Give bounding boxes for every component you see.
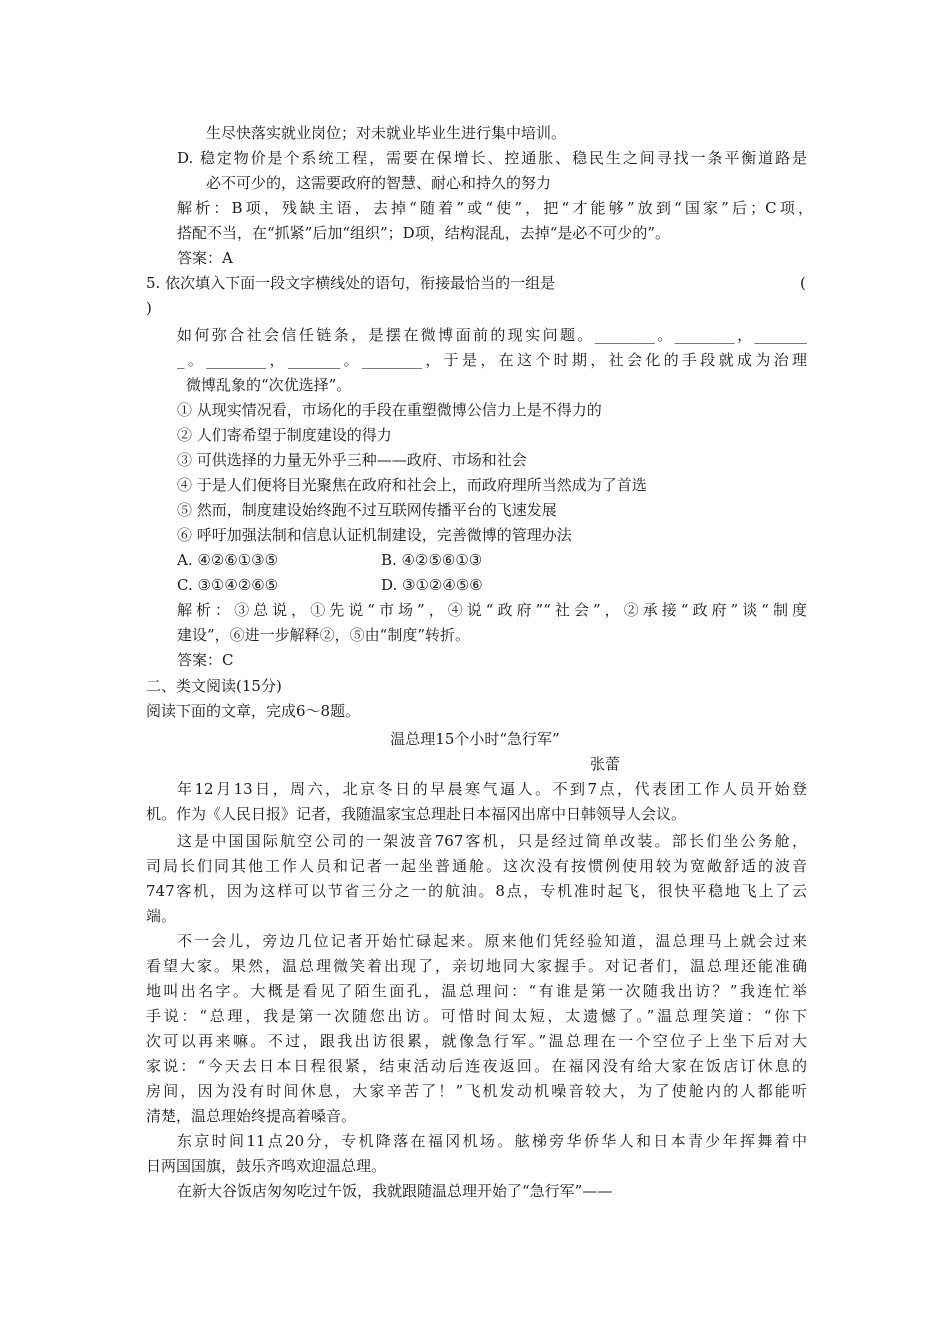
q5-passage-line2: _。________，_______。________，于是，在这个时期，社会化的手段就成为治理 (177, 351, 807, 369)
q5-choice-b: B. ④②⑤⑥①③ (381, 551, 483, 569)
q4-analysis: 解析：B项，残缺主语，去掉“随着”或“使”，把“才能够”放到“国家”后；C项， (177, 199, 813, 217)
article-paragraph-2-line3: 747客机，因为这样可以节省三分之一的航油。8点，专机准时起飞，很快平稳地飞上了云 (146, 882, 807, 900)
q5-analysis: 解析：③总说，①先说“市场”，④说“政府”“社会”，②承接“政府”谈“制度 (177, 601, 807, 619)
q5-choice-d: D. ③①②④⑤⑥ (381, 576, 483, 594)
q4-analysis-continuation: 搭配不当，在“抓紧”后加“组织”；D项，结构混乱，去掉“是必不可少的”。 (177, 224, 671, 242)
article-paragraph-1-line2: 机。作为《人民日报》记者，我随温家宝总理赴日本福冈出席中日韩领导人会议。 (146, 805, 687, 823)
article-paragraph-1: 年12月13日，周六，北京冬日的早晨寒气逼人。不到7点，代表团工作人员开始登 (177, 780, 807, 798)
q4-option-d-continuation: 必不可少的，这需要政府的智慧、耐心和持久的努力 (206, 174, 552, 192)
q5-sentence-3: ③ 可供选择的力量无外乎三种——政府、市场和社会 (177, 451, 527, 469)
article-paragraph-4-line2: 日两国国旗，鼓乐齐鸣欢迎温总理。 (146, 1157, 387, 1175)
section-heading: 二、类文阅读(15分) (146, 677, 282, 695)
article-paragraph-3-line5: 次可以再来嘛。不过，跟我出访很累，就像急行军。”温总理在一个空位子上坐下后对大 (146, 1032, 807, 1050)
q4-option-c-continuation: 生尽快落实就业岗位；对未就业毕业生进行集中培训。 (206, 124, 567, 142)
article-paragraph-4: 东京时间11点20分，专机降落在福冈机场。舷梯旁华侨华人和日本青少年挥舞着中 (177, 1132, 807, 1150)
article-paragraph-2-line2: 司局长们同其他工作人员和记者一起坐普通舱。这次没有按惯例使用较为宽敞舒适的波音 (146, 857, 807, 875)
q5-analysis-continuation: 建设”，⑥进一步解释②，⑤由“制度”转折。 (177, 626, 471, 644)
q5-sentence-2: ② 人们寄希望于制度建设的得力 (177, 426, 392, 444)
q4-option-d: D. 稳定物价是个系统工程，需要在保增长、控通胀、稳民生之间寻找一条平衡道路是 (177, 149, 807, 167)
article-paragraph-3-line3: 地叫出名字。大概是看见了陌生面孔，温总理问：“有谁是第一次随我出访？”我连忙举 (146, 982, 807, 1000)
q5-answer: 答案：C (177, 651, 234, 669)
article-paragraph-5: 在新大谷饭店匆匆吃过午饭，我就跟随温总理开始了“急行军”—— (177, 1182, 613, 1200)
q5-passage: 如何弥合社会信任链条，是摆在微博面前的现实问题。________。________，_______ (177, 326, 807, 344)
q5-choice-c: C. ③①④②⑥⑤ (177, 576, 279, 594)
article-author: 张蕾 (590, 755, 621, 773)
article-paragraph-3-line6: 家说：“今天去日本日程很紧，结束活动后连夜返回。在福冈没有给大家在饭店订休息的 (146, 1057, 807, 1075)
q5-choice-a: A. ④②⑥①③⑤ (177, 551, 279, 569)
q4-answer: 答案：A (177, 249, 233, 267)
article-paragraph-3-line8: 清楚，温总理始终提高着嗓音。 (146, 1107, 357, 1125)
q5-paren-open: ( (800, 274, 806, 292)
q5-sentence-4: ④ 于是人们便将目光聚焦在政府和社会上，而政府理所当然成为了首选 (177, 476, 647, 494)
q5-stem: 5. 依次填入下面一段文字横线处的语句，衔接最恰当的一组是 (146, 274, 556, 292)
article-paragraph-2: 这是中国国际航空公司的一架波音767客机，只是经过简单改装。部长们坐公务舱， (177, 832, 807, 850)
reading-instruction: 阅读下面的文章，完成6～8题。 (146, 702, 361, 720)
q5-passage-line3: 微博乱象的“次优选择”。 (186, 376, 352, 394)
q5-sentence-6: ⑥ 呼吁加强法制和信息认证机制建设，完善微博的管理办法 (177, 526, 572, 544)
article-paragraph-3-line2: 看望大家。果然，温总理微笑着出现了，亲切地同大家握手。对记者们，温总理还能准确 (146, 957, 807, 975)
article-paragraph-3-line4: 手说：“总理，我是第一次随您出访。可惜时间太短，太遗憾了。”温总理笑道：“你下 (146, 1007, 807, 1025)
article-title: 温总理15个小时“急行军” (390, 730, 560, 748)
article-paragraph-3-line7: 房间，因为没有时间休息，大家辛苦了！”飞机发动机噪音较大，为了使舱内的人都能听 (146, 1082, 807, 1100)
article-paragraph-3: 不一会儿，旁边几位记者开始忙碌起来。原来他们凭经验知道，温总理马上就会过来 (177, 932, 807, 950)
q5-sentence-5: ⑤ 然而，制度建设始终跑不过互联网传播平台的飞速发展 (177, 501, 557, 519)
q5-paren-close: ) (146, 299, 152, 317)
q5-sentence-1: ① 从现实情况看，市场化的手段在重塑微博公信力上是不得力的 (177, 401, 602, 419)
article-paragraph-2-line4: 端。 (146, 907, 177, 925)
